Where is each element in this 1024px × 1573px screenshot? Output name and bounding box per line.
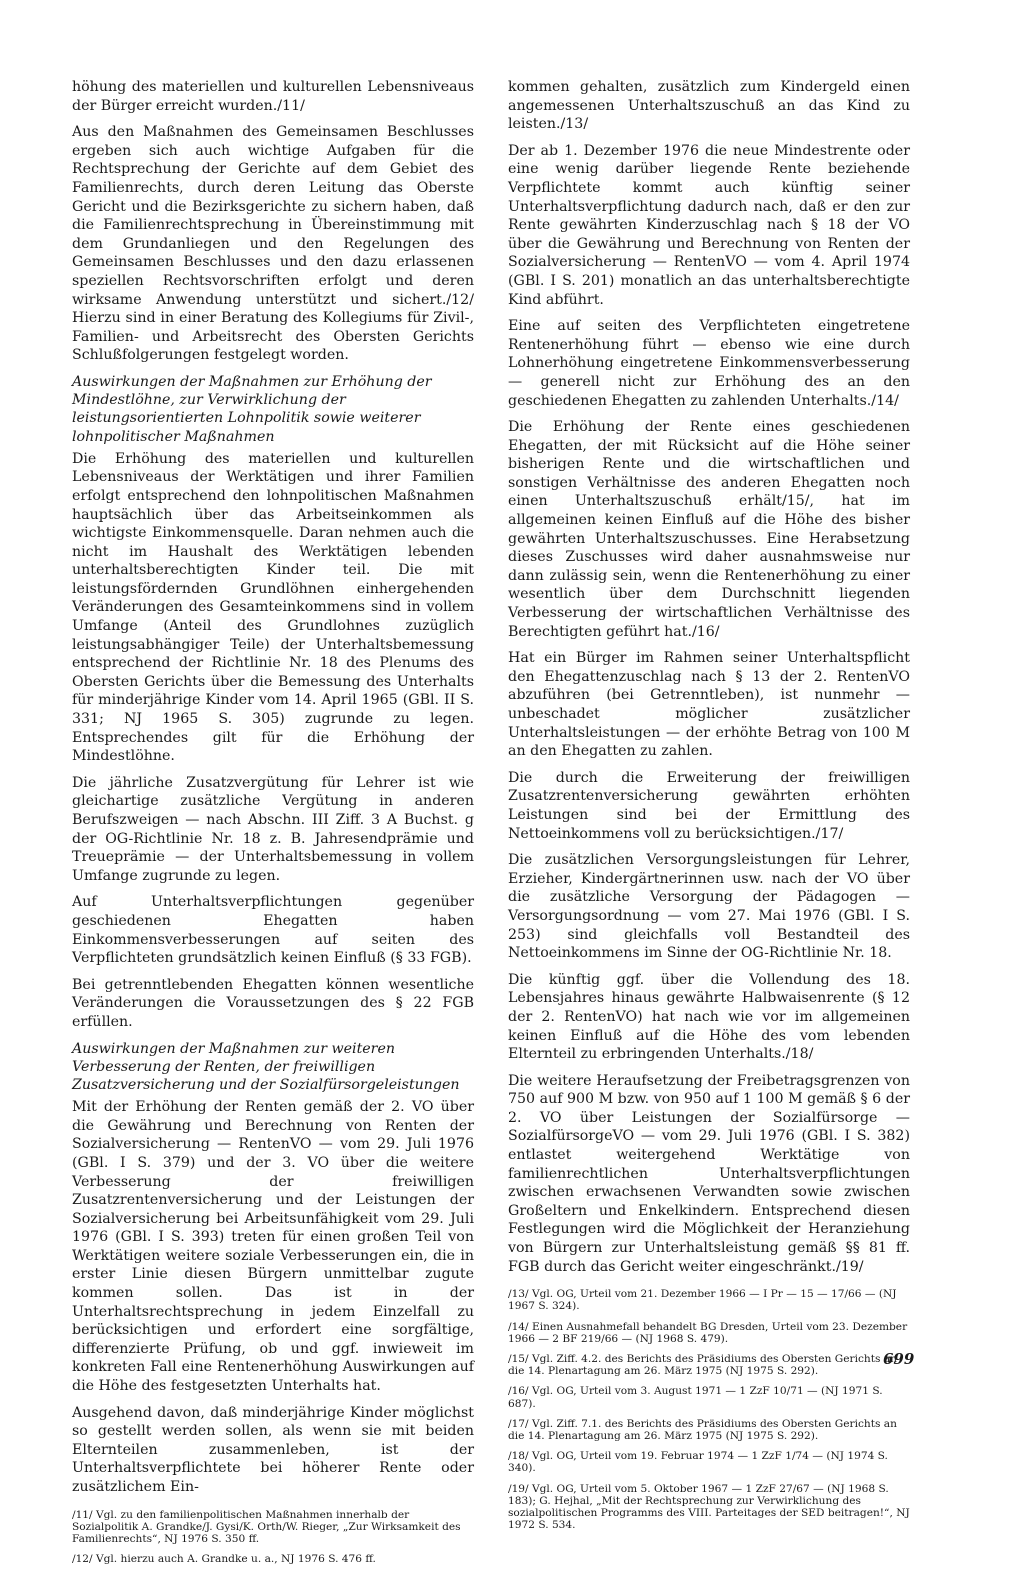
- footnote: /15/ Vgl. Ziff. 4.2. des Berichts des Präsidiums des Obersten Gerichts an die 14. Plenartagung am 26. März 1975 (NJ 1975 S. 292).: [508, 1353, 897, 1378]
- paragraph: Die weitere Heraufsetzung der Freibetragsgrenzen von 750 auf 900 M bzw. von 950 auf 1 100 M gemäß § 6 der 2. VO über Leistungen der Sozialfürsorge — SozialfürsorgeVO — vom 29. Juli 1976 (GBl. I S. 382) entlastet weitergehend Werktätige von familienrechtlichen Unterhaltsverpflichtungen zwischen erwachsenen Verwandten sowie zwischen Großeltern und Enkelkindern. Entsprechend diesen Festlegungen wird die Möglichkeit der Heranziehung von Bürgern zur Unterhaltsleistung gemäß §§ 81 ff. FGB durch das Gericht weiter eingeschränkt./19/: [508, 1072, 910, 1275]
- paragraph: Die durch die Erweiterung der freiwilligen Zusatzrentenversicherung gewährten erhöhten Leistungen sind bei der Ermittlung des Nettoeinkommens voll zu berücksichtigen./17/: [508, 769, 910, 842]
- paragraph: Eine auf seiten des Verpflichteten eingetretene Rentenerhöhung führt — ebenso wie eine durch Lohnerhöhung eingetretene Einkommensverbesserung — generell nicht zur Erhöhung des an den geschiedenen Ehegatten zu zahlenden Unterhalts./14/: [508, 318, 910, 409]
- paragraph: Die Erhöhung der Rente eines geschiedenen Ehegatten, der mit Rücksicht auf die Höhe seiner bisherigen Rente und die wirtschaftlichen und sonstigen Verhältnisse des anderen Ehegatten noch einen Unterhaltszuschuß erhält/15/, hat im allgemeinen keinen Einfluß auf die Höhe des bisher gewährten Unterhaltszuschusses. Eine Herabsetzung dieses Zuschusses wird daher ausnahmsweise nur dann zulässig sein, wenn die Rentenerhöhung zu einer wesentlich über dem Durchschnitt liegenden Verbesserung der wirtschaftlichen Verhältnisse des Berechtigten geführt hat./16/: [508, 419, 910, 640]
- footnote: /16/ Vgl. OG, Urteil vom 3. August 1971 — 1 ZzF 10/71 — (NJ 1971 S. 687).: [508, 1385, 883, 1410]
- paragraph: Aus den Maßnahmen des Gemeinsamen Beschlusses ergeben sich auch wichtige Aufgaben für die Rechtsprechung der Gerichte auf dem Gebiet des Familienrechts, durch deren Leitung das Oberste Gericht und die Bezirksgerichte zu sichern haben, daß die Familienrechtsprechung in Übereinstimmung mit dem Grundanliegen und den Regelungen des Gemeinsamen Beschlusses und den dazu erlassenen speziellen Rechtsvorschriften erfolgt und deren wirksame Anwendung unterstützt und sichert./12/ Hierzu sind in einer Beratung des Kollegiums für Zivil-, Familien- und Arbeitsrecht des Obersten Gerichts Schlußfolgerungen festgelegt worden.: [72, 124, 474, 364]
- paragraph: Die jährliche Zusatzvergütung für Lehrer ist wie gleichartige zusätzliche Vergütung in anderen Berufszweigen — nach Abschn. III Ziff. 3 A Buchst. g der OG-Richtlinie Nr. 18 z. B. Jahresendprämie und Treueprämie — der Unterhaltsbemessung in vollem Umfange zugrunde zu legen.: [72, 774, 474, 884]
- right-column: [508, 78, 910, 1539]
- footnote: /11/ Vgl. zu den familienpolitischen Maßnahmen innerhalb der Sozialpolitik A. Grandke/J. Gysi/K. Orth/W. Rieger, „Zur Wirksamkeit des Familienrechts“, NJ 1976 S. 350 ff.: [72, 1508, 461, 1546]
- footnote: /13/ Vgl. OG, Urteil vom 21. Dezember 1966 — I Pr — 15 — 17/66 — (NJ 1967 S. 324).: [508, 1288, 897, 1313]
- paragraph: Ausgehend davon, daß minderjährige Kinder möglichst so gestellt werden sollen, als wenn sie mit beiden Elternteilen zusammenleben, ist der Unterhaltsverpflichtete bei höherer Rente oder zusätzlichem Ein-: [72, 1404, 474, 1496]
- footnote: /18/ Vgl. OG, Urteil vom 19. Februar 1974 — 1 ZzF 1/74 — (NJ 1974 S. 340).: [508, 1450, 888, 1475]
- section-heading: Auswirkungen der Maßnahmen zur weiteren Verbesserung der Renten, der freiwilligen Zusatzversicherung und der Sozialfürsorgeleistungen: [72, 1040, 460, 1093]
- paragraph: Die zusätzlichen Versorgungsleistungen für Lehrer, Erzieher, Kindergärtnerinnen usw. nach der VO über die zusätzliche Versorgung der Pädagogen — Versorgungsordnung — vom 27. Mai 1976 (GBl. I S. 253) sind gleichfalls voll Bestandteil des Nettoeinkommens im Sinne der OG-Richtlinie Nr. 18.: [508, 852, 910, 962]
- footnote: /19/ Vgl. OG, Urteil vom 5. Oktober 1967 — 1 ZzF 27/67 — (NJ 1968 S. 183); G. Hejhal, „Mit der Rechtsprechung zur Verwirklichung des sozialpolitischen Programms des VIII. Parteitages der SED beitragen!“, NJ 1972 S. 534.: [508, 1482, 910, 1532]
- page-number: 699: [883, 1350, 915, 1368]
- section-heading: Auswirkungen der Maßnahmen zur Erhöhung der Mindestlöhne, zur Verwirklichung der leistungsorientierten Lohnpolitik sowie weiterer lohnpolitischer Maßnahmen: [72, 373, 432, 445]
- footnotes: [72, 1509, 474, 1566]
- left-column: [72, 78, 474, 1573]
- footnote: /12/ Vgl. hierzu auch A. Grandke u. a., NJ 1976 S. 476 ff.: [72, 1553, 376, 1566]
- paragraph: höhung des materiellen und kulturellen Lebensniveaus der Bürger erreicht wurden./11/: [72, 79, 474, 114]
- paragraph: Hat ein Bürger im Rahmen seiner Unterhaltspflicht den Ehegattenzuschlag nach § 13 der 2. RentenVO abzuführen (bei Getrenntleben), ist nunmehr — unbeschadet möglicher zusätzlicher Unterhaltsleistungen — der erhöhte Betrag von 100 M an den Ehegatten zu zahlen.: [508, 650, 910, 760]
- paragraph: Die Erhöhung des materiellen und kulturellen Lebensniveaus der Werktätigen und ihrer Familien erfolgt entsprechend den lohnpolitischen Maßnahmen hauptsächlich über das Arbeitseinkommen als wichtigste Einkommensquelle. Daran nehmen auch die nicht im Haushalt des Werktätigen lebenden unterhaltsberechtigten Kinder teil. Die mit leistungsfördernden Grundlöhnen einhergehenden Veränderungen des Gesamteinkommens sind in vollem Umfange (Anteil des Grundlohnes zuzüglich leistungsabhängiger Teile) der Unterhaltsbemessung entsprechend der Richtlinie Nr. 18 des Plenums des Obersten Gerichts über die Bemessung des Unterhalts für minderjährige Kinder vom 14. April 1965 (GBl. II S. 331; NJ 1965 S. 305) zugrunde zu legen. Entsprechendes gilt für die Erhöhung der Mindestlöhne.: [72, 450, 474, 765]
- paragraph: Auf Unterhaltsverpflichtungen gegenüber geschiedenen Ehegatten haben Einkommensverbesserungen auf seiten des Verpflichteten grundsätzlich keinen Einfluß (§ 33 FGB).: [72, 894, 474, 967]
- paragraph: Mit der Erhöhung der Renten gemäß der 2. VO über die Gewährung und Berechnung von Renten der Sozialversicherung — RentenVO — vom 29. Juli 1976 (GBl. I S. 379) und der 3. VO über die weitere Verbesserung der freiwilligen Zusatzrentenversicherung und der Leistungen der Sozialversicherung bei Arbeitsunfähigkeit vom 29. Juli 1976 (GBl. I S. 393) treten für einen großen Teil von Werktätigen weitere soziale Verbesserungen ein, die in erster Linie diesen Bürgern unmittelbar zugute kommen sollen. Das ist in der Unterhaltsrechtsprechung in jedem Einzelfall zu berücksichtigen und erfordert eine sorgfältige, differenzierte Prüfung, ob und ggf. inwieweit im konkreten Fall eine Rentenerhöhung Auswirkungen auf die Höhe des festgesetzten Unterhalts hat.: [72, 1099, 474, 1395]
- paragraph: Die künftig ggf. über die Vollendung des 18. Lebensjahres hinaus gewährte Halbwaisenrente (§ 12 der 2. RentenVO) hat nach wie vor im allgemeinen keinen Einfluß auf die Höhe des vom lebenden Elternteil zu erbringenden Unterhalts./18/: [508, 971, 910, 1063]
- footnote: /17/ Vgl. Ziff. 7.1. des Berichts des Präsidiums des Obersten Gerichts an die 14. Plenartagung am 26. März 1975 (NJ 1975 S. 292).: [508, 1417, 897, 1443]
- paragraph: kommen gehalten, zusätzlich zum Kindergeld einen angemessenen Unterhaltszuschuß an das Kind zu leisten./13/: [508, 79, 910, 133]
- footnote: /14/ Einen Ausnahmefall behandelt BG Dresden, Urteil vom 23. Dezember 1966 — 2 BF 219/66 — (NJ 1968 S. 479).: [508, 1320, 908, 1345]
- footnotes: [508, 1288, 910, 1531]
- paragraph: Bei getrenntlebenden Ehegatten können wesentliche Veränderungen die Voraussetzungen des § 22 FGB erfüllen.: [72, 976, 474, 1030]
- paragraph: Der ab 1. Dezember 1976 die neue Mindestrente oder eine wenig darüber liegende Rente beziehende Verpflichtete kommt auch künftig seiner Unterhaltsverpflichtung dadurch nach, daß er den zur Rente gewährten Kinderzuschlag nach § 18 der VO über die Gewährung und Berechnung von Renten der Sozialversicherung — RentenVO — vom 4. April 1974 (GBl. I S. 201) monatlich an das unterhaltsberechtigte Kind abführt.: [508, 142, 910, 308]
